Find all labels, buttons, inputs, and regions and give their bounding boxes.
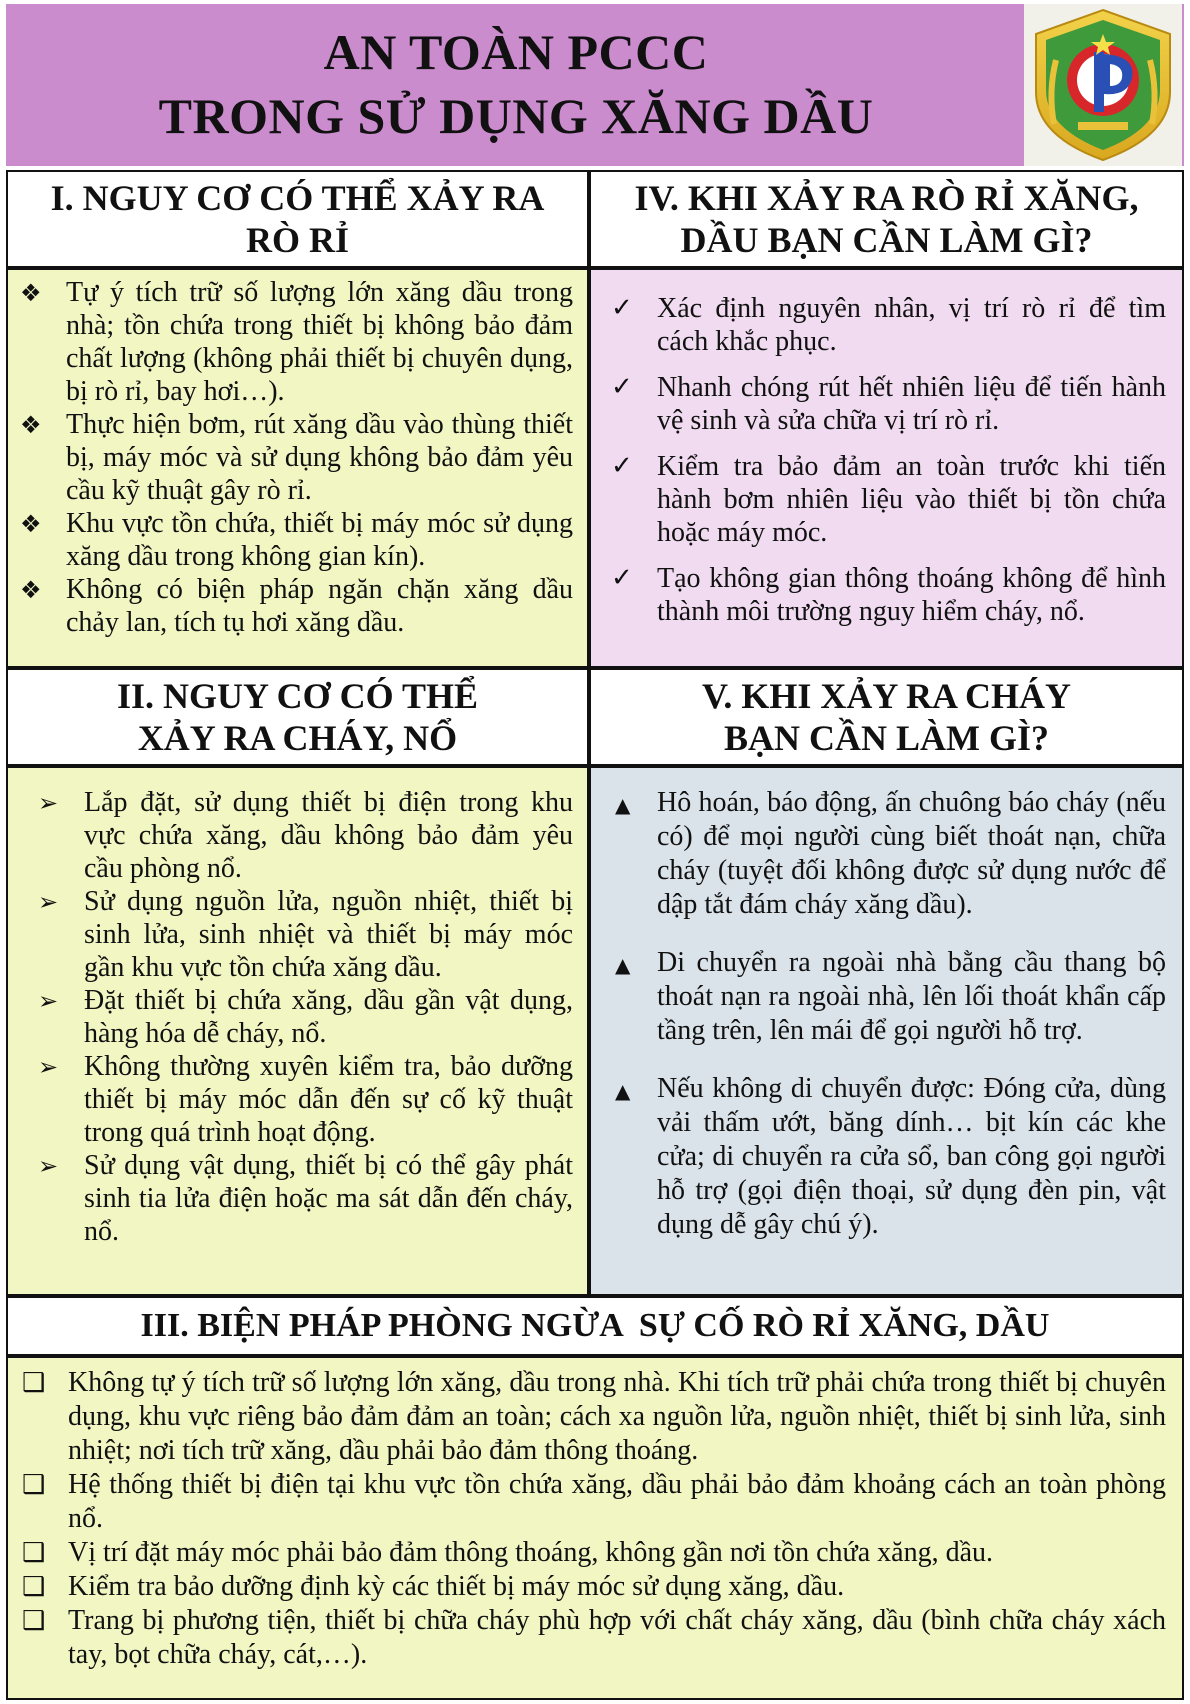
- list-item: ✓ Xác định nguyên nhân, vị trí rò rỉ để tìm cách khắc phục.: [611, 293, 1166, 357]
- arrow-bullet-icon: ➢: [38, 1152, 59, 1180]
- checkmark-icon: ✓: [611, 451, 633, 481]
- list-item: ❖ Thực hiện bơm, rút xăng dầu vào thùng thiết bị, máy móc và sử dụng không bảo đảm yêu cầu kỹ thuật gây rò rỉ.: [20, 409, 573, 506]
- section5-heading-line1: V. KHI XẢY RA CHÁY: [701, 676, 1072, 716]
- section3-list: [18, 1366, 1166, 1672]
- section1-heading-line2: RÒ RỈ: [245, 220, 349, 260]
- diamond-bullet-icon: ❖: [20, 279, 42, 307]
- section1-body: [6, 268, 589, 668]
- section1-list: [16, 276, 573, 639]
- arrow-bullet-icon: ➢: [38, 789, 59, 817]
- caret-bullet-icon: ▲: [615, 1079, 631, 1103]
- list-item: ❖ Khu vực tồn chứa, thiết bị máy móc sử dụng xăng dầu trong không gian kín).: [20, 508, 573, 572]
- list-item: ❖ Tự ý tích trữ số lượng lớn xăng dầu trong nhà; tồn chứa trong thiết bị không bảo đảm chất lượng (không phải thiết bị chuyên dụng, bị rò rỉ, bay hơi…).: [20, 277, 573, 407]
- section2-list: [18, 786, 573, 1248]
- section2-heading-line2: XẢY RA CHÁY, NỔ: [137, 718, 458, 758]
- list-item: ❑ Kiểm tra bảo dưỡng định kỳ các thiết bị máy móc sử dụng xăng, dầu.: [22, 1571, 845, 1602]
- section3-heading-text: III. BIỆN PHÁP PHÒNG NGỪA SỰ CỐ RÒ RỈ XĂNG, DẦU: [140, 1307, 1050, 1344]
- section2-heading-line1: II. NGUY CƠ CÓ THỂ: [116, 676, 479, 716]
- section4-heading: [589, 170, 1184, 268]
- list-item: ❑ Không tự ý tích trữ số lượng lớn xăng, dầu trong nhà. Khi tích trữ phải chứa trong thiết bị chuyên dụng, khu vực riêng bảo đảm đảm an toàn; cách xa nguồn lửa, nguồn nhiệt, thiết bị sinh lửa, sinh nhiệt; nơi tích trữ xăng, dầu phải bảo đảm thông thoáng.: [22, 1367, 1166, 1466]
- arrow-bullet-icon: ➢: [38, 888, 59, 916]
- caret-bullet-icon: ▲: [615, 953, 631, 977]
- list-item: ▲ Hô hoán, báo động, ấn chuông báo cháy (nếu có) để mọi người cùng biết thoát nạn, chữa cháy (tuyệt đối không được sử dụng nước để dập tắt đám cháy xăng dầu).: [615, 787, 1166, 920]
- list-item: ❑ Vị trí đặt máy móc phải bảo đảm thông thoáng, không gần nơi tồn chứa xăng, dầu.: [22, 1537, 994, 1568]
- emblem-graphic: [1024, 4, 1182, 166]
- section4-list: [599, 292, 1166, 628]
- list-item: ▲ Di chuyển ra ngoài nhà bằng cầu thang bộ thoát nạn ra ngoài nhà, lên lối thoát khẩn cấp tầng trên, lên mái để gọi người hỗ trợ.: [615, 947, 1166, 1046]
- section4-heading-line2: DẦU BẠN CẦN LÀM GÌ?: [680, 220, 1093, 260]
- checkmark-icon: ✓: [611, 563, 633, 593]
- checkmark-icon: ✓: [611, 293, 633, 323]
- section4-heading-line1: IV. KHI XẢY RA RÒ RỈ XĂNG,: [634, 178, 1139, 218]
- list-item: ❑ Trang bị phương tiện, thiết bị chữa cháy phù hợp với chất cháy xăng, dầu (bình chữa cháy xách tay, bọt chữa cháy, cát,…).: [22, 1605, 1166, 1670]
- list-item: ➢ Sử dụng nguồn lửa, nguồn nhiệt, thiết bị sinh lửa, sinh nhiệt và thiết bị máy móc gần khu vực tồn chứa xăng dầu.: [38, 886, 573, 983]
- section1-heading-line1: I. NGUY CƠ CÓ THỂ XẢY RA: [50, 178, 545, 218]
- list-item: ➢ Đặt thiết bị chứa xăng, dầu gần vật dụng, hàng hóa dễ cháy, nổ.: [38, 985, 573, 1049]
- fire-police-emblem-icon: [1024, 4, 1182, 166]
- list-item: ✓ Tạo không gian thông thoáng không để hình thành môi trường nguy hiểm cháy, nổ.: [611, 563, 1166, 627]
- arrow-bullet-icon: ➢: [38, 987, 59, 1015]
- caret-bullet-icon: ▲: [615, 793, 631, 817]
- diamond-bullet-icon: ❖: [20, 510, 42, 538]
- section1-heading: [6, 170, 589, 268]
- section5-list: [599, 786, 1166, 1242]
- checkbox-bullet-icon: ❑: [22, 1606, 46, 1636]
- list-item: ➢ Lắp đặt, sử dụng thiết bị điện trong khu vực chứa xăng, dầu không bảo đảm yêu cầu phòng nổ.: [38, 787, 573, 884]
- list-item: ▲ Nếu không di chuyển được: Đóng cửa, dùng vải thấm ướt, băng dính… bịt kín các khe cửa; di chuyển ra cửa sổ, ban công gọi người hỗ trợ (gọi điện thoại, sử dụng đèn pin, vật dụng dễ gây chú ý).: [615, 1073, 1166, 1240]
- list-item: ❖ Không có biện pháp ngăn chặn xăng dầu chảy lan, tích tụ hơi xăng dầu.: [20, 574, 573, 638]
- section5-body: [589, 766, 1184, 1296]
- list-item: ➢ Sử dụng vật dụng, thiết bị có thể gây phát sinh tia lửa điện hoặc ma sát dẫn đến cháy, nổ.: [38, 1150, 573, 1247]
- list-item: ✓ Kiểm tra bảo đảm an toàn trước khi tiến hành bơm nhiên liệu vào thiết bị tồn chứa hoặc máy móc.: [611, 451, 1166, 548]
- title-line-1: AN TOÀN PCCC: [323, 24, 709, 80]
- checkbox-bullet-icon: ❑: [22, 1470, 46, 1500]
- title-line-2: TRONG SỬ DỤNG XĂNG DẦU: [158, 88, 874, 144]
- list-item: ❑ Hệ thống thiết bị điện tại khu vực tồn chứa xăng, dầu phải bảo đảm khoảng cách an toàn phòng nổ.: [22, 1469, 1166, 1534]
- list-item: ✓ Nhanh chóng rút hết nhiên liệu để tiến hành vệ sinh và sửa chữa vị trí rò rỉ.: [611, 372, 1166, 436]
- section3-body: [6, 1356, 1184, 1700]
- section5-heading-line2: BẠN CẦN LÀM GÌ?: [723, 718, 1049, 758]
- checkbox-bullet-icon: ❑: [22, 1572, 46, 1602]
- list-item: ➢ Không thường xuyên kiểm tra, bảo dưỡng thiết bị máy móc dẫn đến sự cố kỹ thuật trong quá trình hoạt động.: [38, 1051, 573, 1148]
- arrow-bullet-icon: ➢: [38, 1053, 59, 1081]
- checkbox-bullet-icon: ❑: [22, 1368, 46, 1398]
- section5-heading: [589, 668, 1184, 766]
- section2-heading: [6, 668, 589, 766]
- diamond-bullet-icon: ❖: [20, 411, 42, 439]
- section3-heading: [6, 1296, 1184, 1356]
- diamond-bullet-icon: ❖: [20, 576, 42, 604]
- section4-body: [589, 268, 1184, 668]
- header-banner: [6, 4, 1184, 166]
- checkmark-icon: ✓: [611, 372, 633, 402]
- checkbox-bullet-icon: ❑: [22, 1538, 46, 1568]
- section2-body: [6, 766, 589, 1296]
